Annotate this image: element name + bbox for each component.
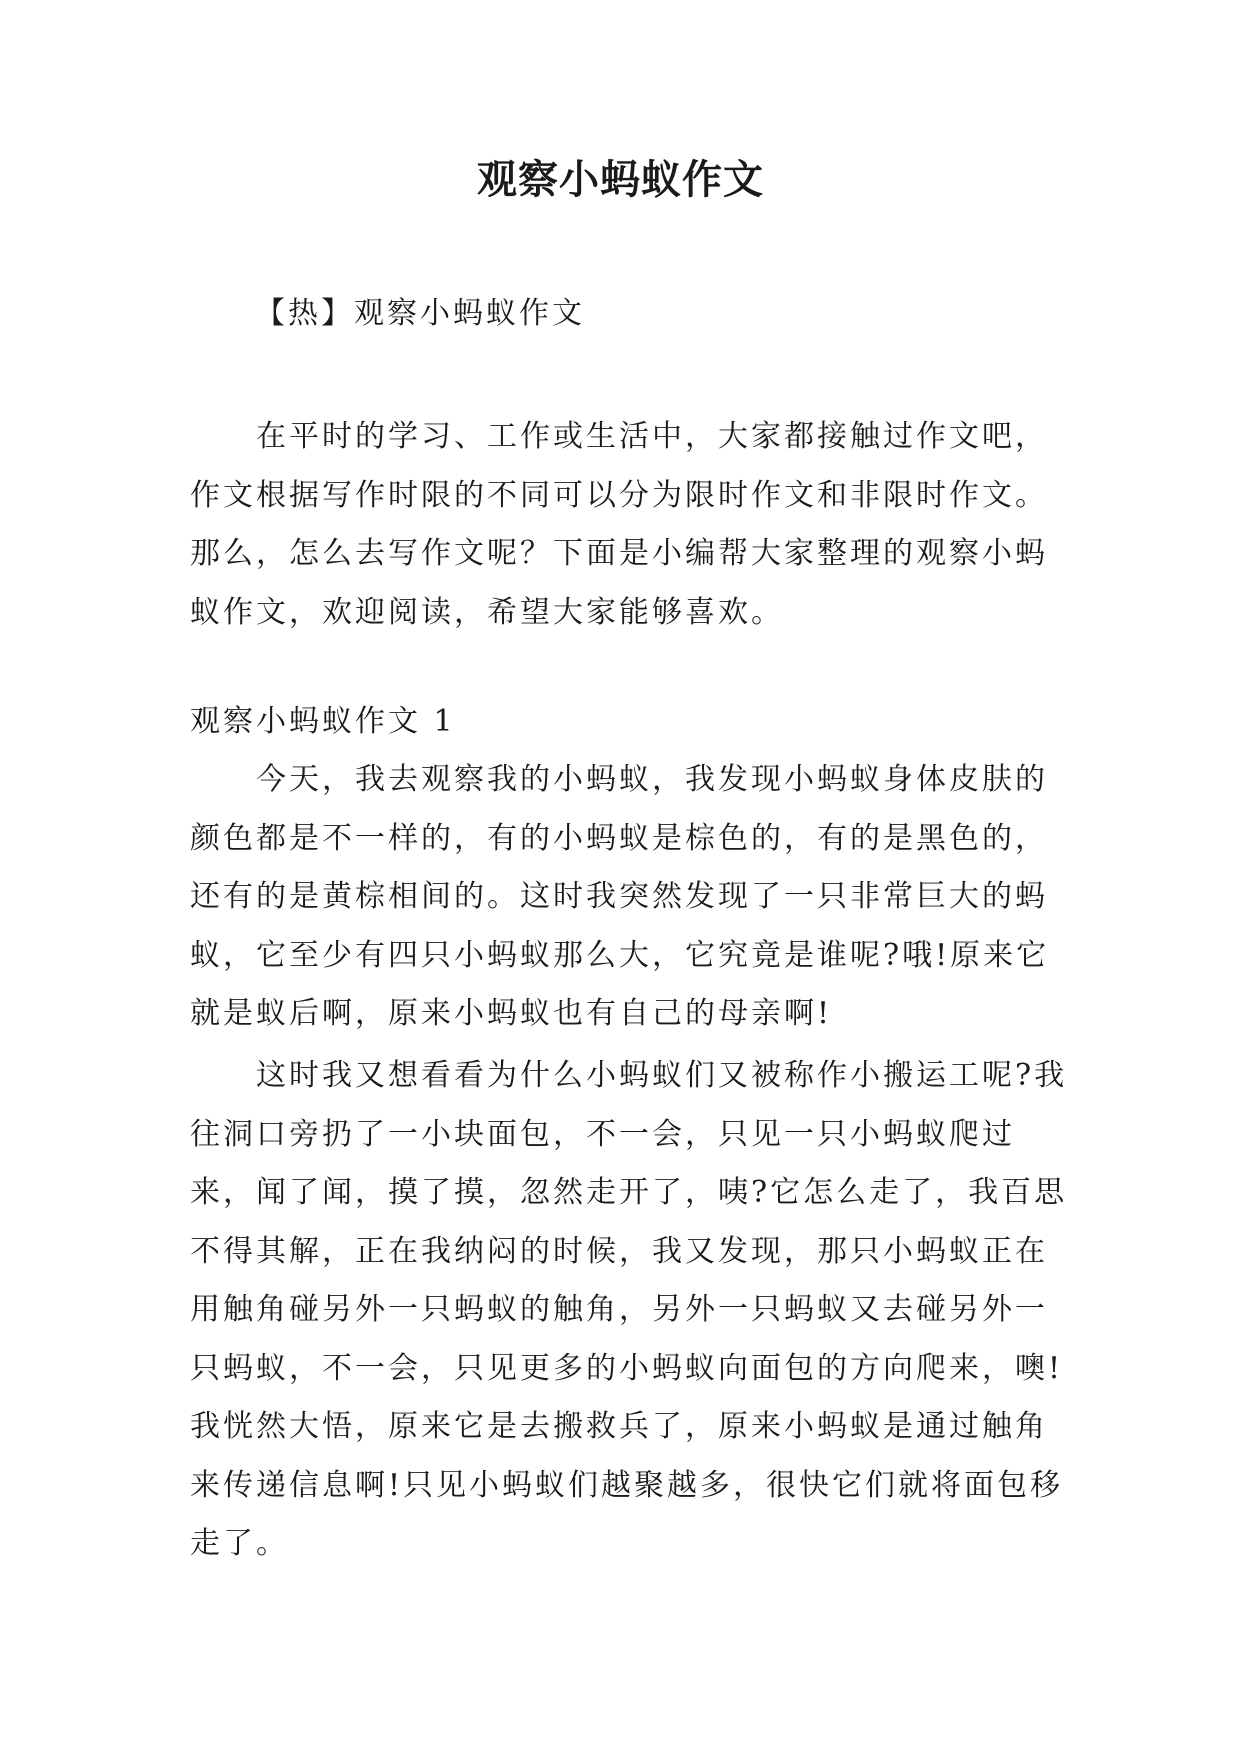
body-paragraph-2: 这时我又想看看为什么小蚂蚁们又被称作小搬运工呢?我往洞口旁扔了一小块面包，不一会，只见一只小蚂蚁爬过来，闻了闻，摸了摸，忽然走开了，咦?它怎么走了，我百思不得其解，正在我纳闷的时候，我又发现，那只小蚂蚁正在用触角碰另外一只蚂蚁的触角，另外一只蚂蚁又去碰另外一只蚂蚁，不一会，只见更多的小蚂蚁向面包的方向爬来，噢!我恍然大悟，原来它是去搬救兵了，原来小蚂蚁是通过触角来传递信息啊!只见小蚂蚁们越聚越多，很快它们就将面包移走了。 [190, 1058, 1068, 1561]
intro-paragraph: 在平时的学习、工作或生活中，大家都接触过作文吧，作文根据写作时限的不同可以分为限时作文和非限时作文。那么，怎么去写作文呢？下面是小编帮大家整理的观察小蚂蚁作文，欢迎阅读，希望大家能够喜欢。 [190, 419, 1048, 630]
body-paragraph-1: 今天，我去观察我的小蚂蚁，我发现小蚂蚁身体皮肤的颜色都是不一样的，有的小蚂蚁是棕色的，有的是黑色的，还有的是黄棕相间的。这时我突然发现了一只非常巨大的蚂蚁，它至少有四只小蚂蚁那么大，它究竟是谁呢?哦!原来它就是蚁后啊，原来小蚂蚁也有自己的母亲啊! [190, 762, 1050, 1031]
section-heading: 观察小蚂蚁作文 1 [190, 704, 456, 739]
document-subtitle: 【热】观察小蚂蚁作文 [255, 296, 585, 331]
document-title: 观察小蚂蚁作文 [477, 156, 764, 203]
